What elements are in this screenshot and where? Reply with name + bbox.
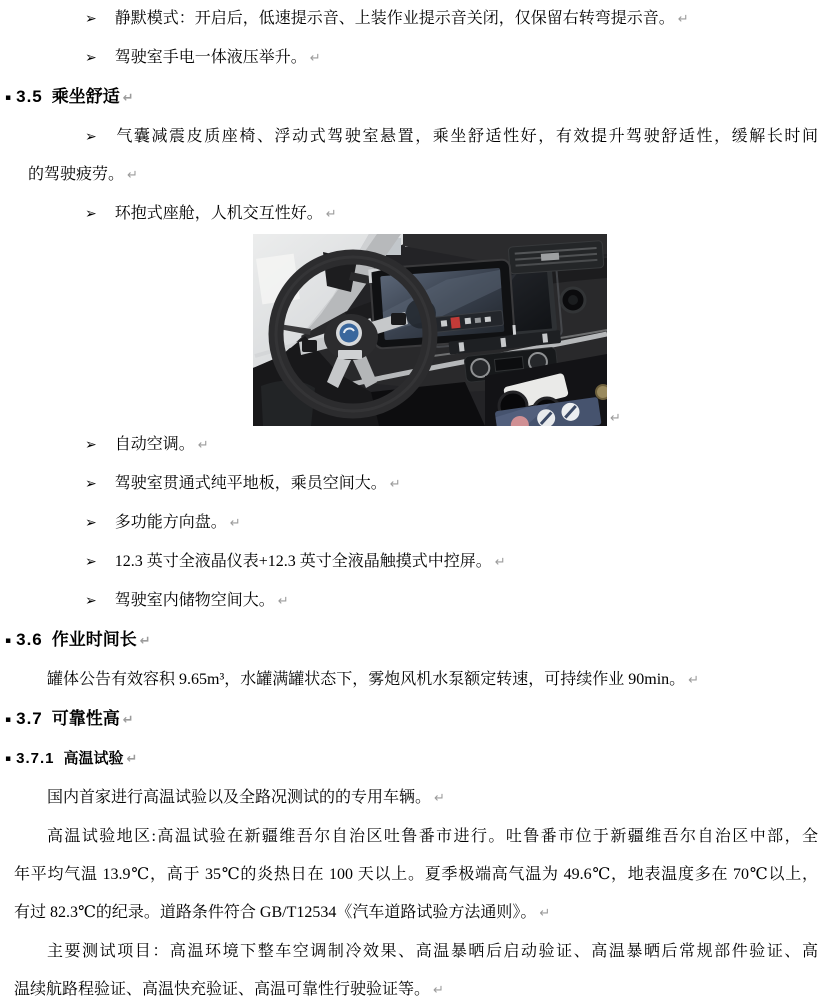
paragraph-mark-icon: ↵ [677, 12, 689, 27]
body-text: 温续航路程验证、高温快充验证、高温可靠性行驶验证等。 [14, 981, 431, 998]
bullet-text: 的驾驶疲劳。 [28, 166, 125, 183]
bullet-item [14, 195, 818, 234]
heading-number: 3.5 [16, 87, 43, 106]
bullet-text: 静默模式：开启后，低速提示音、上装作业提示音关闭，仅保留右转弯提示音。 [114, 10, 675, 27]
arrow-bullet-icon: ➢ [85, 206, 97, 222]
section-heading-3-5 [5, 78, 818, 118]
body-line [14, 971, 818, 1006]
paragraph-mark-icon: ↵ [494, 555, 506, 570]
paragraph-mark-icon: ↵ [325, 207, 337, 222]
heading-title: 高温试验 [63, 750, 124, 767]
heading-square-icon: ▪ [5, 636, 12, 646]
body-line: 主要测试项目：高温环境下整车空调制冷效果、高温暴晒后启动验证、高温暴晒后常规部件验证、高 [47, 943, 818, 960]
bullet-text: 气囊减震皮质座椅、浮动式驾驶室悬置，乘坐舒适性好，有效提升驾驶舒适性，缓解长时间 [114, 128, 818, 145]
section-heading-3-6 [5, 621, 818, 661]
arrow-bullet-icon: ➢ [85, 437, 97, 453]
figure-paragraph [253, 234, 818, 426]
bullet-text: 环抱式座舱，人机交互性好。 [114, 205, 323, 222]
paragraph-mark-icon: ↵ [688, 673, 700, 688]
heading-title: 乘坐舒适 [51, 87, 120, 106]
body-paragraph [14, 661, 818, 700]
paragraph-mark-icon: ↵ [122, 713, 134, 728]
subsection-heading-3-7-1 [5, 740, 818, 779]
bullet-item [14, 465, 818, 504]
body-paragraph [14, 933, 818, 1006]
arrow-bullet-icon: ➢ [85, 11, 97, 27]
body-paragraph [14, 779, 818, 818]
bullet-item [14, 118, 818, 195]
body-paragraph [14, 818, 818, 933]
arrow-bullet-icon: ➢ [85, 593, 97, 609]
bullet-text: 驾驶室手电一体液压举升。 [114, 49, 307, 66]
arrow-bullet-icon: ➢ [85, 50, 97, 66]
paragraph-mark-icon: ↵ [126, 752, 138, 767]
heading-title: 可靠性高 [51, 709, 120, 728]
paragraph-mark-icon: ↵ [389, 477, 401, 492]
paragraph-mark-icon: ↵ [610, 411, 621, 426]
heading-number: 3.7 [16, 709, 43, 728]
bullet-item [14, 543, 818, 582]
paragraph-mark-icon: ↵ [309, 51, 321, 66]
body-line: 高温试验地区:高温试验在新疆维吾尔自治区吐鲁番市进行。吐鲁番市位于新疆维吾尔自治区中部，全 [47, 828, 818, 845]
heading-number: 3.6 [16, 630, 43, 649]
heading-square-icon: ▪ [5, 93, 12, 103]
section-heading-3-7 [5, 700, 818, 740]
paragraph-mark-icon: ↵ [122, 91, 134, 106]
bullet-text: 驾驶室贯通式纯平地板，乘员空间大。 [114, 475, 387, 492]
console-knob [596, 385, 607, 399]
heading-square-icon: ▪ [5, 715, 12, 725]
paragraph-mark-icon: ↵ [197, 438, 209, 453]
heading-number: 3.7.1 [16, 750, 55, 767]
bullet-text: 驾驶室内储物空间大。 [114, 592, 275, 609]
paragraph-mark-icon: ↵ [139, 634, 151, 649]
paragraph-mark-icon: ↵ [277, 594, 289, 609]
arrow-bullet-icon: ➢ [85, 129, 97, 145]
body-line: 年平均气温 13.9℃，高于 35℃的炎热日在 100 天以上。夏季极端高气温为 49.6℃，地表温度多在 70℃以上， [14, 866, 818, 883]
body-line [14, 894, 818, 933]
bullet-item [14, 582, 818, 621]
bullet-line [53, 118, 818, 156]
paragraph-mark-icon: ↵ [434, 791, 445, 806]
arrow-bullet-icon: ➢ [85, 515, 97, 531]
body-text: 有过 82.3℃的纪录。道路条件符合 GB/T12534《汽车道路试验方法通则》。 [14, 904, 537, 921]
arrow-bullet-icon: ➢ [85, 554, 97, 570]
paragraph-mark-icon: ↵ [433, 983, 444, 998]
bullet-text: 自动空调。 [114, 436, 195, 453]
heading-square-icon: ▪ [5, 754, 12, 764]
heading-title: 作业时间长 [51, 630, 137, 649]
bullet-text: 12.3 英寸全液晶仪表+12.3 英寸全液晶触摸式中控屏。 [114, 553, 492, 570]
paragraph-mark-icon: ↵ [229, 516, 241, 531]
bullet-item [14, 39, 818, 78]
arrow-bullet-icon: ➢ [85, 476, 97, 492]
paragraph-mark-icon: ↵ [539, 906, 551, 921]
bullet-line [28, 156, 818, 195]
body-text: 罐体公告有效容积 9.65m³，水罐满罐状态下，雾炮风机水泵额定转速，可持续作业 90min。 [47, 671, 686, 688]
bullet-text: 多功能方向盘。 [114, 514, 227, 531]
cab-interior-photo [253, 234, 607, 426]
bullet-item [14, 0, 818, 39]
paragraph-mark-icon: ↵ [127, 168, 138, 183]
bullet-item [14, 426, 818, 465]
bullet-item [14, 504, 818, 543]
body-text: 国内首家进行高温试验以及全路况测试的的专用车辆。 [47, 789, 432, 806]
